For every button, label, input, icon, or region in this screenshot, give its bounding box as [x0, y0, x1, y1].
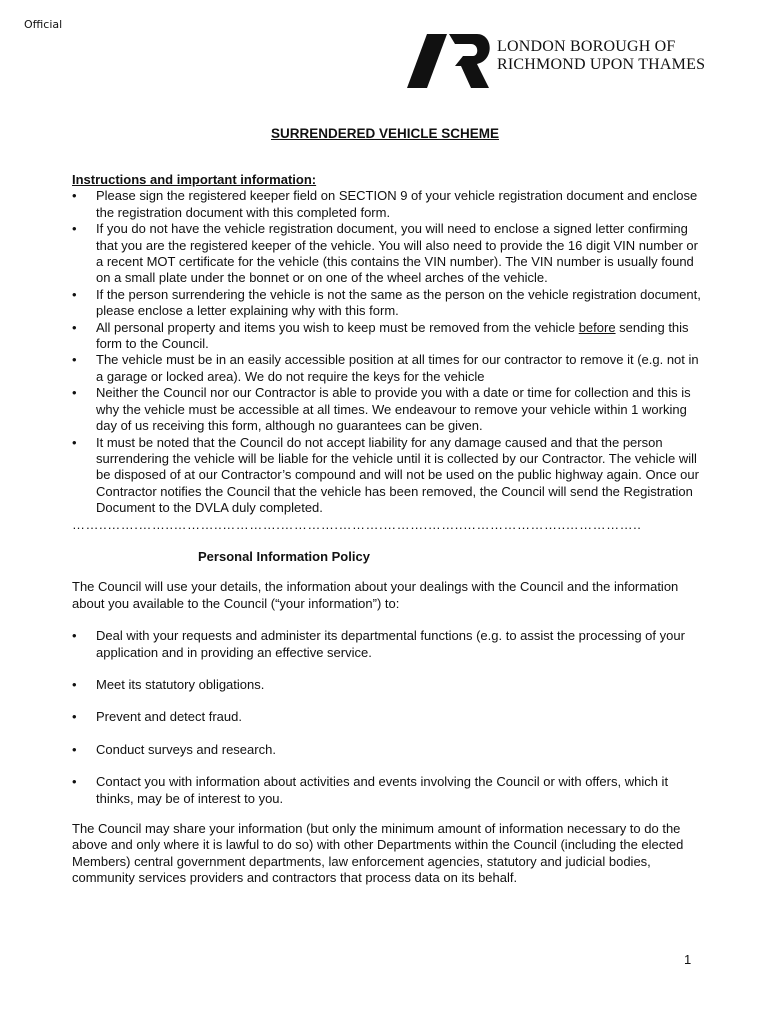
policy-text: Deal with your requests and administer its departmental functions (e.g. to assist the processing of your application and in providing an effective service.	[96, 628, 685, 660]
instruction-text: If you do not have the vehicle registration document, you will need to enclose a signed letter confirming that you are the registered keeper of the vehicle. You will also need to provide the 16 digit VIN number or a recent MOT certificate for the vehicle (this contains the VIN number). The VIN number is usually found on a small plate under the bonnet or on one of the wheel arches of the vehicle.	[96, 221, 698, 286]
list-item	[72, 742, 702, 758]
list-item	[72, 287, 702, 320]
bullet: •	[72, 188, 77, 204]
policy-text: Conduct surveys and research.	[96, 741, 276, 757]
instruction-text-after: sending this form to the Council.	[96, 319, 689, 352]
document-body	[72, 172, 702, 887]
council-name	[497, 38, 705, 74]
council-name-line2: RICHMOND UPON THAMES	[497, 56, 706, 73]
list-item	[72, 677, 702, 693]
policy-text: Contact you with information about activities and events involving the Council or with offers, which it thinks, may be of interest to you.	[96, 774, 669, 806]
instruction-text: Neither the Council nor our Contractor is able to provide you with a date or time for collection and this is why the vehicle must be accessible at all times. We endeavour to remove your vehicle within 1 working day of us receiving this form, although no guarantees can be given.	[96, 385, 691, 434]
list-item	[72, 709, 702, 725]
list-item	[72, 774, 702, 807]
bullet: •	[72, 628, 77, 644]
instruction-text: It must be noted that the Council do not accept liability for any damage caused and that the person surrendering the vehicle will be liable for the vehicle until it is collected by our Contractor. The vehicle will be disposed of at our Contractor’s compound and will not be used on the public highway again. Once our Contractor notifies the Council that the vehicle has been removed, the Council will send the Registration Document to the DVLA duly completed.	[96, 434, 699, 516]
bullet: •	[72, 709, 77, 725]
list-item	[72, 385, 702, 434]
list-item	[72, 435, 702, 517]
policy-text: Prevent and detect fraud.	[96, 709, 242, 725]
policy-list	[72, 628, 702, 807]
list-item	[72, 320, 702, 353]
bullet: •	[72, 774, 77, 790]
list-item	[72, 188, 702, 221]
page-number: 1	[684, 952, 692, 967]
instruction-text: The vehicle must be in an easily accessible position at all times for our contractor to remove it (e.g. not in a garage or locked area). We do not require the keys for the vehicle	[96, 352, 699, 384]
policy-heading: Personal Information Policy	[198, 548, 370, 564]
instruction-text-before: All personal property and items you wish to keep must be removed from the vehicle	[96, 319, 579, 335]
policy-intro: The Council will use your details, the information about your dealings with the Council and the information about you available to the Council (“your information”) to:	[72, 579, 679, 611]
policy-closing: The Council may share your information (but only the minimum amount of information necessary to do the above and only where it is lawful to do so) with other Departments within the Council (including the elected Members) central government departments, law enforcement agencies, statutory and judicial bodies, community services providers and contractors that process data on its behalf.	[72, 821, 684, 886]
instructions-heading: Instructions and important information:	[72, 172, 317, 187]
classification-label: Official	[24, 18, 63, 31]
council-logo	[405, 30, 715, 92]
instruction-text: Please sign the registered keeper field on SECTION 9 of your vehicle registration document and enclose the registration document with this completed form.	[96, 188, 698, 220]
instruction-emphasis: before	[578, 319, 616, 335]
bullet: •	[72, 319, 77, 335]
dotted-separator: ……..…….……..………..………….………….……….……….……..…………………..……………..	[72, 516, 642, 532]
document-title: SURRENDERED VEHICLE SCHEME	[270, 126, 500, 141]
bullet: •	[72, 352, 77, 368]
council-r-emblem-icon	[405, 30, 495, 92]
council-name-line1: LONDON BOROUGH OF	[497, 38, 676, 55]
bullet: •	[72, 676, 77, 692]
instruction-text: If the person surrendering the vehicle is not the same as the person on the vehicle registration document, please enclose a letter explaining why with this form.	[96, 286, 701, 319]
list-item	[72, 352, 702, 385]
bullet: •	[72, 741, 77, 757]
bullet: •	[72, 221, 77, 237]
bullet: •	[72, 385, 77, 401]
list-item	[72, 221, 702, 287]
instructions-list	[72, 188, 702, 516]
bullet: •	[72, 434, 77, 450]
bullet: •	[72, 286, 77, 302]
list-item	[72, 628, 702, 661]
policy-text: Meet its statutory obligations.	[96, 676, 265, 692]
